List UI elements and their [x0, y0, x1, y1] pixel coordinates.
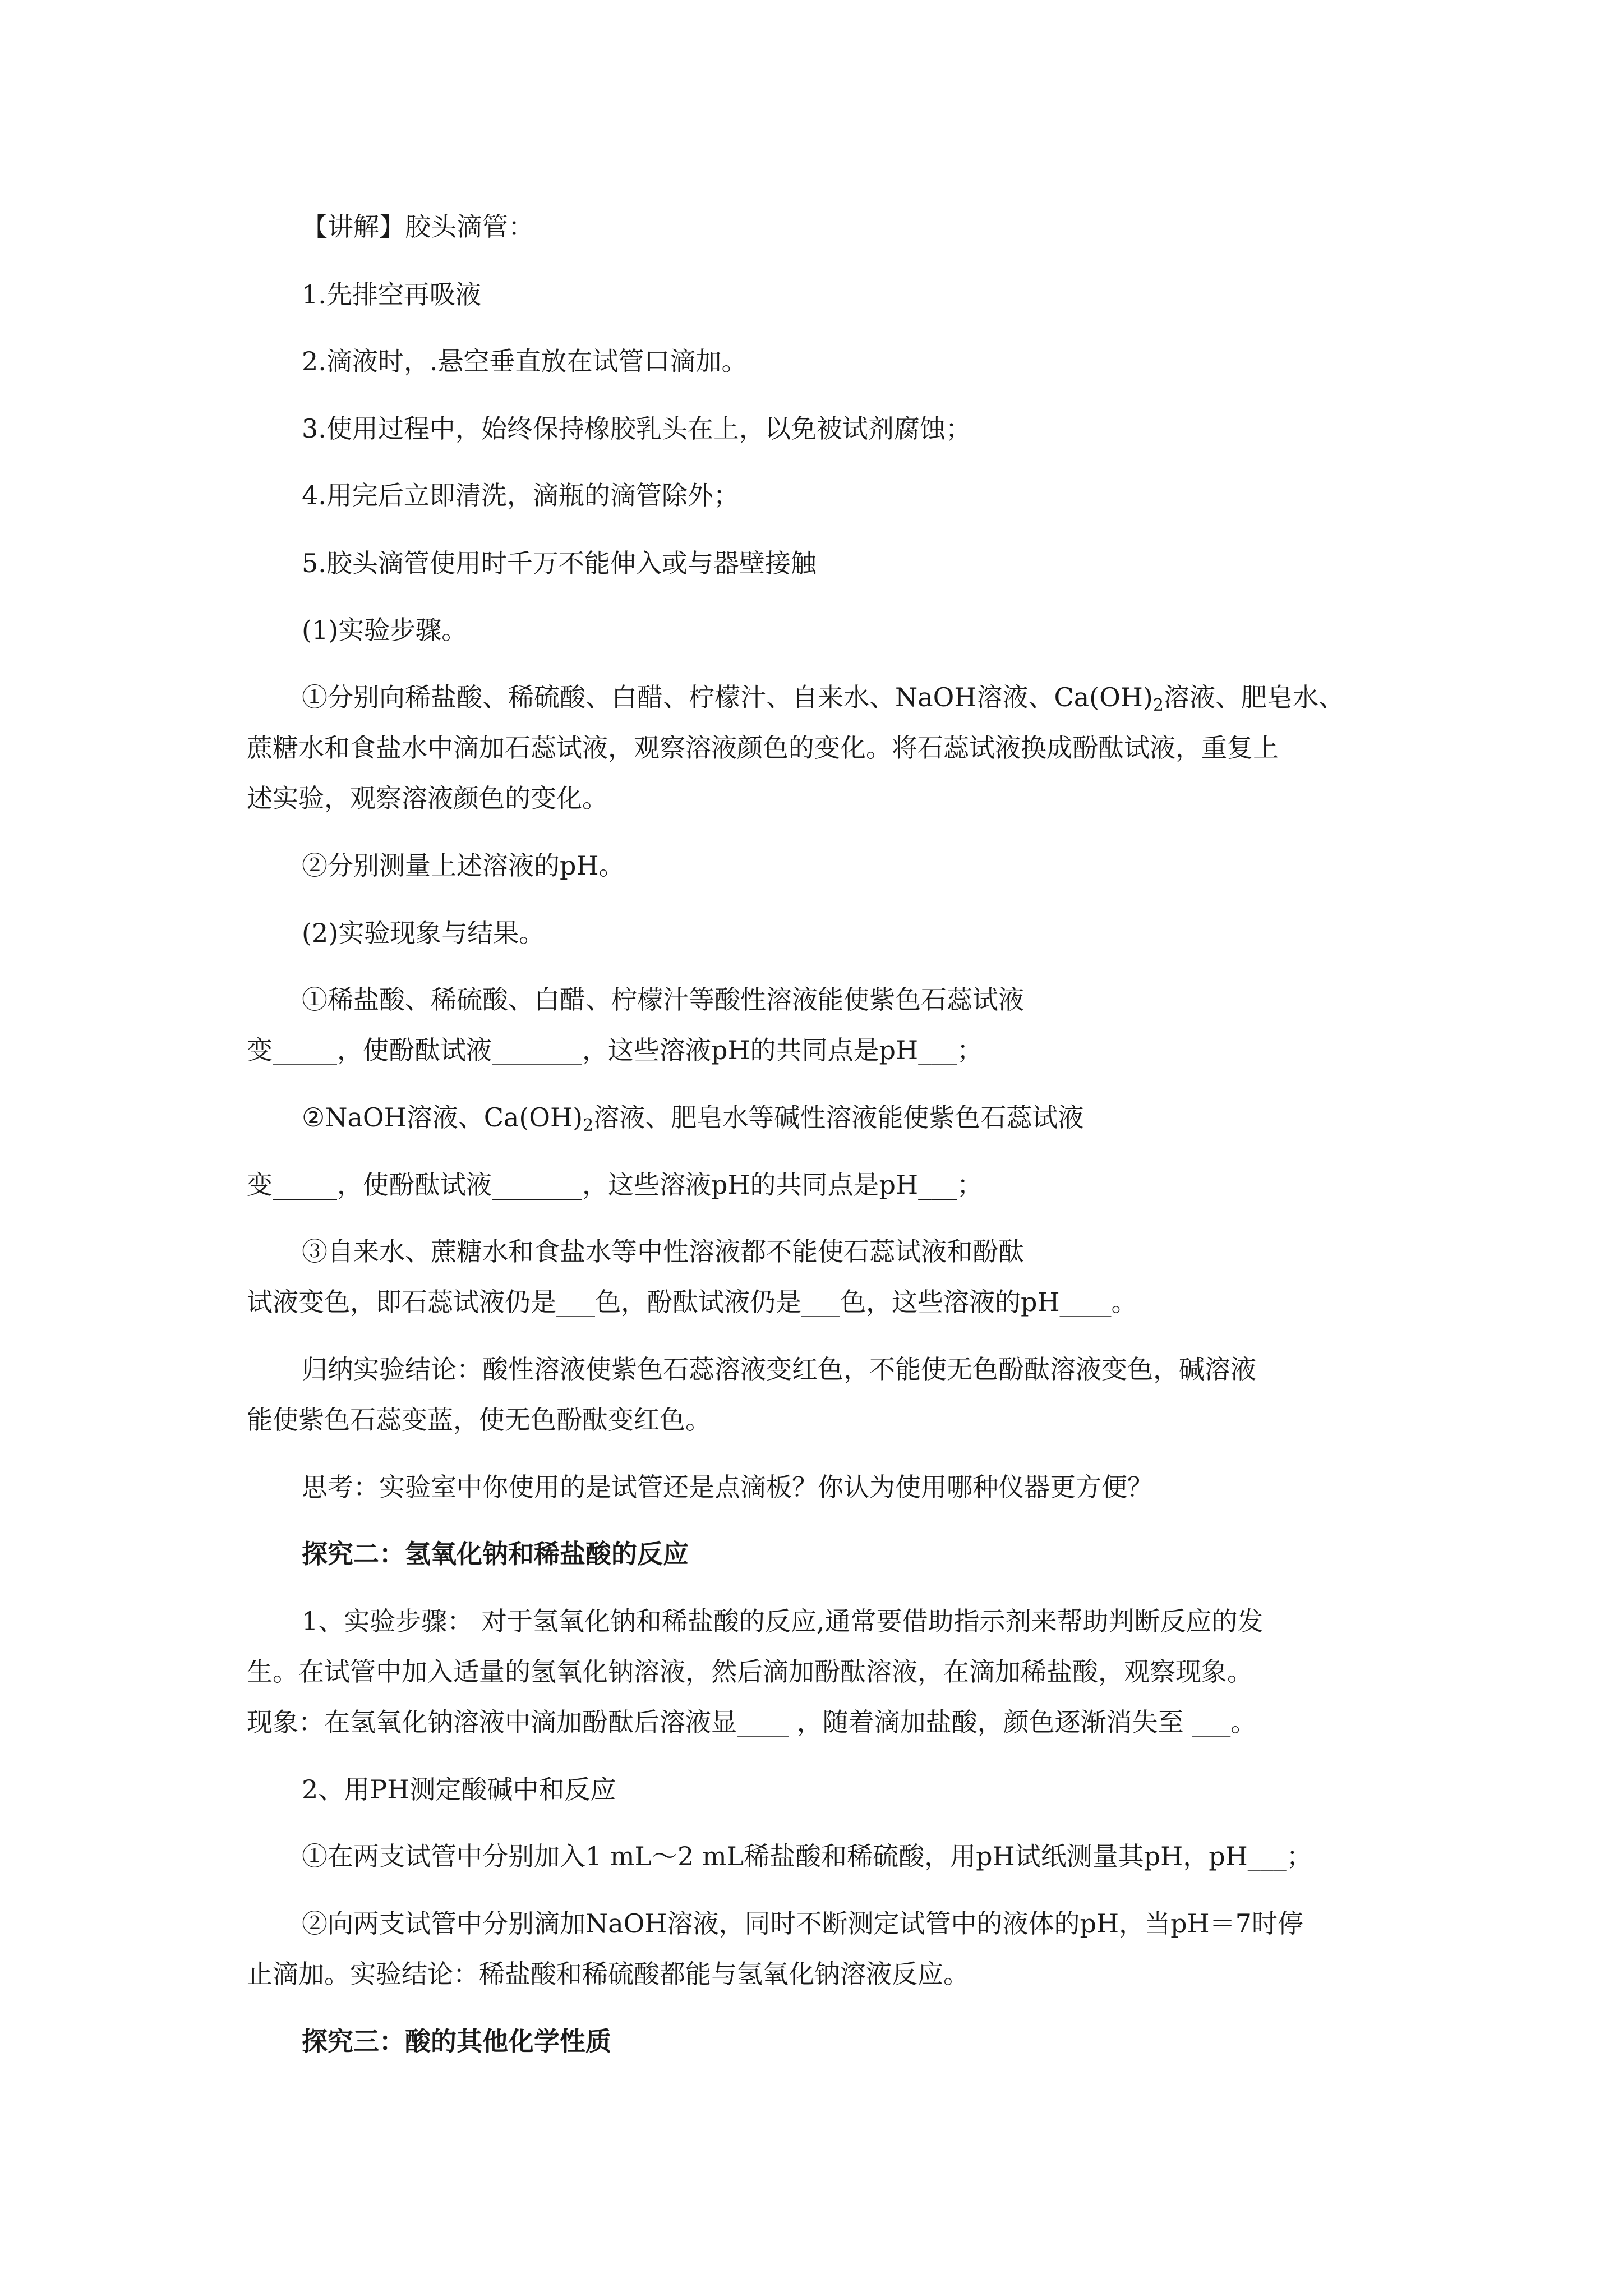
text-line: ③自来水、蔗糖水和食盐水等中性溶液都不能使石蕊试液和酚酞 [302, 1236, 1024, 1267]
text-line: 现象：在氢氧化钠溶液中滴加酚酞后溶液显____ ，随着滴加盐酸，颜色逐渐消失至 ___。 [247, 1707, 1257, 1737]
text-line: 试液变色，即石蕊试液仍是___色，酚酞试液仍是___色，这些溶液的pH____。 [247, 1287, 1137, 1317]
text-line: 1.先排空再吸液 [302, 279, 481, 310]
text-line [302, 680, 1344, 714]
text-line: 变_____，使酚酞试液_______，这些溶液pH的共同点是pH___； [247, 1170, 983, 1200]
text-segment: ②NaOH溶液、Ca(OH) [302, 1102, 583, 1133]
section-heading: 探究二：氢氧化钠和稀盐酸的反应 [302, 1539, 689, 1569]
text-line: (2)实验现象与结果。 [302, 918, 545, 948]
text-segment: 溶液、肥皂水、 [1163, 682, 1344, 712]
text-line: (1)实验步骤。 [302, 615, 468, 645]
text-line: 蔗糖水和食盐水中滴加石蕊试液，观察溶液颜色的变化。将石蕊试液换成酚酞试液，重复上 [247, 733, 1279, 763]
text-line: 思考：实验室中你使用的是试管还是点滴板？你认为使用哪种仪器更方便？ [302, 1472, 1153, 1502]
text-line: ①在两支试管中分别加入1 mL～2 mL稀盐酸和稀硫酸，用pH试纸测量其pH，pH___； [302, 1841, 1312, 1871]
subscript: 2 [583, 1116, 594, 1135]
text-line: 【讲解】胶头滴管： [302, 211, 534, 242]
text-line: 1、实验步骤： 对于氢氧化钠和稀盐酸的反应,通常要借助指示剂来帮助判断反应的发 [302, 1606, 1264, 1636]
text-line: 2、用PH测定酸碱中和反应 [302, 1774, 616, 1805]
text-segment: ①分别向稀盐酸、稀硫酸、白醋、柠檬汁、自来水、NaOH溶液、Ca(OH) [302, 682, 1153, 712]
text-line: 生。在试管中加入适量的氢氧化钠溶液，然后滴加酚酞溶液，在滴加稀盐酸，观察现象。 [247, 1657, 1253, 1687]
text-line [302, 1101, 1083, 1134]
text-line: ②向两支试管中分别滴加NaOH溶液，同时不断测定试管中的液体的pH，当pH＝7时停 [302, 1908, 1303, 1939]
text-line: 止滴加。实验结论：稀盐酸和稀硫酸都能与氢氧化钠溶液反应。 [247, 1959, 969, 1989]
text-line: 能使紫色石蕊变蓝，使无色酚酞变红色。 [247, 1405, 711, 1435]
text-line: ②分别测量上述溶液的pH。 [302, 850, 625, 881]
text-segment: 溶液、肥皂水等碱性溶液能使紫色石蕊试液 [593, 1102, 1084, 1133]
subscript: 2 [1152, 696, 1164, 715]
text-line: 4.用完后立即清洗，滴瓶的滴管除外； [302, 480, 739, 510]
text-line: 3.使用过程中，始终保持橡胶乳头在上，以免被试剂腐蚀； [302, 413, 971, 444]
text-line: 归纳实验结论：酸性溶液使紫色石蕊溶液变红色，不能使无色酚酞溶液变色，碱溶液 [302, 1354, 1256, 1384]
text-line: 变_____，使酚酞试液_______，这些溶液pH的共同点是pH___； [247, 1035, 983, 1065]
section-heading: 探究三：酸的其他化学性质 [302, 2026, 611, 2056]
text-line: 述实验，观察溶液颜色的变化。 [247, 783, 608, 813]
text-line: ①稀盐酸、稀硫酸、白醋、柠檬汁等酸性溶液能使紫色石蕊试液 [302, 984, 1024, 1015]
text-line: 2.滴液时，.悬空垂直放在试管口滴加。 [302, 346, 748, 376]
text-line: 5.胶头滴管使用时千万不能伸入或与器壁接触 [302, 548, 817, 578]
